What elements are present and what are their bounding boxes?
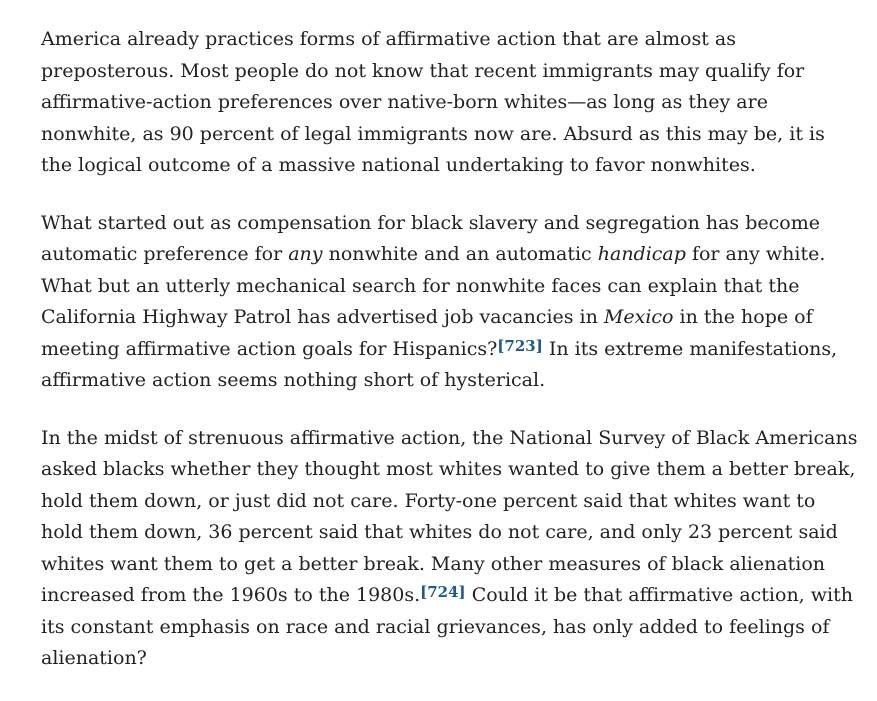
article-body (41, 24, 861, 701)
paragraph-2-text-e: In its extreme manifestations, affirmative action seems nothing short of hysterical. (41, 337, 838, 391)
paragraph-3-text-a: In the midst of strenuous affirmative action, the National Survey of Black Americans asked blacks whether they thought most whites wanted to give them a better break, hold them down, or just did not care. Forty-one percent said that whites want to hold them down, 36 percent said that whites do not care, and only 23 percent said whites want them to get a better break. Many other measures of black alienation increased from the 1960s to the 1980s. (41, 426, 858, 606)
paragraph-1 (41, 24, 861, 182)
emphasis-any: any (288, 243, 323, 265)
paragraph-3 (41, 423, 861, 675)
paragraph-2-text-b: nonwhite and an automatic (322, 243, 598, 265)
footnote-link-723[interactable]: [723] (497, 336, 543, 355)
emphasis-handicap: handicap (597, 243, 686, 265)
paragraph-1-text: America already practices forms of affirmative action that are almost as preposterous. Most people do not know that recent immigrants may qualify for affirmative-action preferences over native-born whites—as long as they are nonwhite, as 90 percent of legal immigrants now are. Absurd as this may be, it is the logical outcome of a massive national undertaking to favor nonwhites. (41, 28, 825, 176)
paragraph-2 (41, 208, 861, 397)
paragraph-2-text-a: What started out as compensation for black slavery and segregation has become automatic preference for (41, 211, 820, 265)
footnote-link-724[interactable]: [724] (420, 583, 466, 601)
emphasis-mexico: Mexico (603, 306, 674, 328)
paragraph-2-text-d: in the hope of meeting affirmative action goals for Hispanics? (41, 306, 813, 360)
paragraph-2-text-c: for any white. What but an utterly mechanical search for nonwhite faces can explain that the California Highway Patrol has advertised job vacancies in (41, 243, 826, 328)
paragraph-3-text-b: Could it be that affirmative action, with its constant emphasis on race and racial grievances, has only added to feelings of alienation? (41, 584, 853, 669)
